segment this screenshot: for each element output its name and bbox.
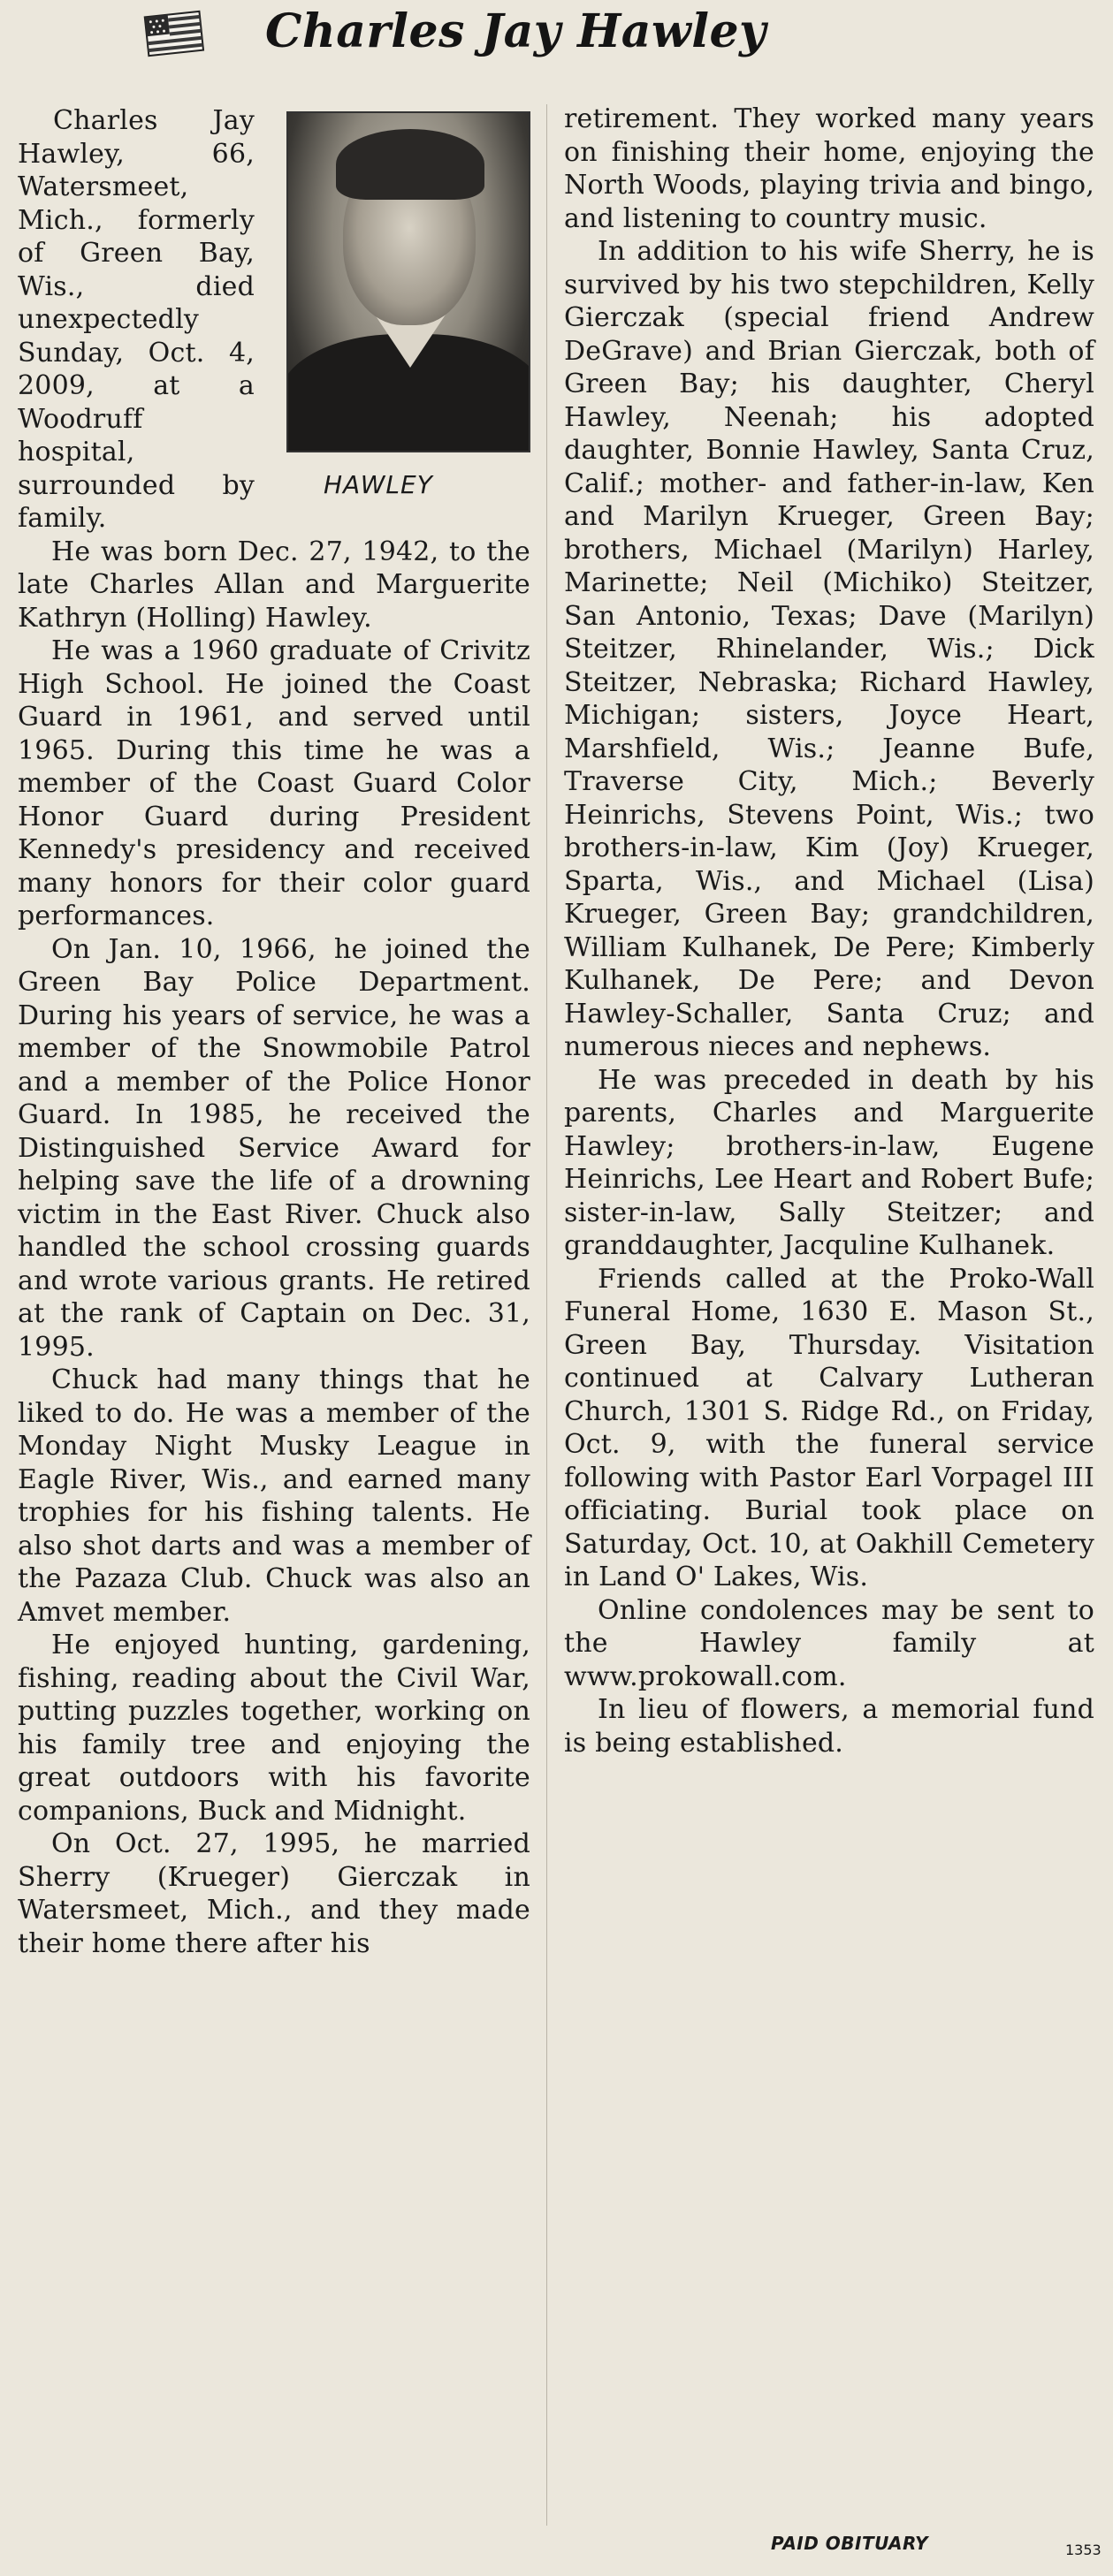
paragraph: In addition to his wife Sherry, he is survived by his two stepchildren, Kelly Gierczak (special friend Andrew DeGrave) and Brian Gierczak, both of Green Bay; his daughter, Cheryl Hawley, Neenah; his adopted daughter, Bonnie Hawley, Santa Cruz, Calif.; mother- and father-in-law, Ken and Marilyn Krueger, Green Bay; brothers, Michael (Marilyn) Harley, Marinette; Neil (Michiko) Steitzer, San Antonio, Texas; Dave (Marilyn) Steitzer, Rhinelander, Wis.; Dick Steitzer, Nebraska; Richard Hawley, Michigan; sisters, Joyce Heart, Marshfield, Wis.; Jeanne Bufe, Traverse City, Mich.; Beverly Heinrichs, Stevens Point, Wis.; two brothers-in-law, Kim (Joy) Krueger, Sparta, Wis., and Michael (Lisa) Krueger, Green Bay; grandchildren, William Kulhanek, De Pere; Kimberly Kulhanek, De Pere; and Devon Hawley-Schaller, Santa Cruz; and numerous nieces and nephews. bbox=[564, 236, 1094, 1062]
paragraph: Friends called at the Proko-Wall Funeral Home, 1630 E. Mason St., Green Bay, Thursday. Visitation continued at Calvary Lutheran Church, 1301 S. Ridge Rd., on Friday, Oct. 9, with the funeral service following with Pastor Earl Vorpagel III officiating. Burial took place on Saturday, Oct. 10, at Oakhill Cemetery in Land O' Lakes, Wis. bbox=[564, 1263, 1094, 1592]
paid-obituary-label: PAID OBITUARY bbox=[771, 2533, 929, 2554]
paragraph: He was preceded in death by his parents, Charles and Marguerite Hawley; brothers-in-law, Eugene Heinrichs, Lee Heart and Robert Bufe; sister-in-law, Sally Steitzer; and granddaughter, Jacquline Kulhanek. bbox=[564, 1064, 1094, 1261]
column-divider bbox=[546, 104, 547, 2526]
paragraph: On Oct. 27, 1995, he married Sherry (Krueger) Gierczak in Watersmeet, Mich., and they made their home there after his bbox=[18, 1828, 530, 1959]
paragraph: He enjoyed hunting, gardening, fishing, reading about the Civil War, putting puzzles together, working on his family tree and enjoying the great outdoors with his favorite companions, Buck and Midnight. bbox=[18, 1630, 530, 1827]
paragraph: Online condolences may be sent to the Hawley family at www.prokowall.com. bbox=[564, 1594, 1094, 1692]
paragraph: retirement. They worked many years on finishing their home, enjoying the North Woods, playing trivia and bingo, and listening to country music. bbox=[564, 103, 1094, 234]
paragraph: He was a 1960 graduate of Crivitz High School. He joined the Coast Guard in 1961, and served until 1965. During this time he was a member of the Coast Guard Color Honor Guard during President Kennedy's presidency and received many honors for their color guard performances. bbox=[18, 635, 530, 931]
page-number: 1353 bbox=[1065, 2542, 1102, 2558]
paragraph: Chuck had many things that he liked to do. He was a member of the Monday Night Musky League in Eagle River, Wis., and earned many trophies for his fishing talents. He also shot darts and was a member of the Pazaza Club. Chuck was also an Amvet member. bbox=[18, 1364, 530, 1628]
left-column bbox=[18, 104, 530, 1960]
paragraph: On Jan. 10, 1966, he joined the Green Bay Police Department. During his years of service, he was a member of the Snowmobile Patrol and a member of the Police Honor Guard. In 1985, he received the Distinguished Service Award for helping save the life of a drowning victim in the East River. Chuck also handled the school crossing guards and wrote various grants. He retired at the rank of Captain on Dec. 31, 1995. bbox=[18, 933, 530, 1363]
obituary-title: Charles Jay Hawley bbox=[265, 4, 766, 58]
paragraph: In lieu of flowers, a memorial fund is being established. bbox=[564, 1694, 1094, 1759]
paragraph: Charles Jay Hawley, 66, Watersmeet, Mich., formerly of Green Bay, Wis., died unexpectedly Sunday, Oct. 4, 2009, at a Woodruff hospital, surrounded by family. bbox=[18, 105, 255, 534]
portrait-photo bbox=[286, 111, 530, 452]
right-column bbox=[564, 103, 1094, 1759]
american-flag-icon bbox=[141, 7, 207, 62]
portrait-hair bbox=[336, 129, 484, 200]
obituary-header bbox=[0, 0, 1113, 80]
paragraph: He was born Dec. 27, 1942, to the late Charles Allan and Marguerite Kathryn (Holling) Hawley. bbox=[18, 536, 530, 634]
portrait-block bbox=[272, 111, 530, 499]
photo-caption: HAWLEY bbox=[324, 470, 433, 499]
